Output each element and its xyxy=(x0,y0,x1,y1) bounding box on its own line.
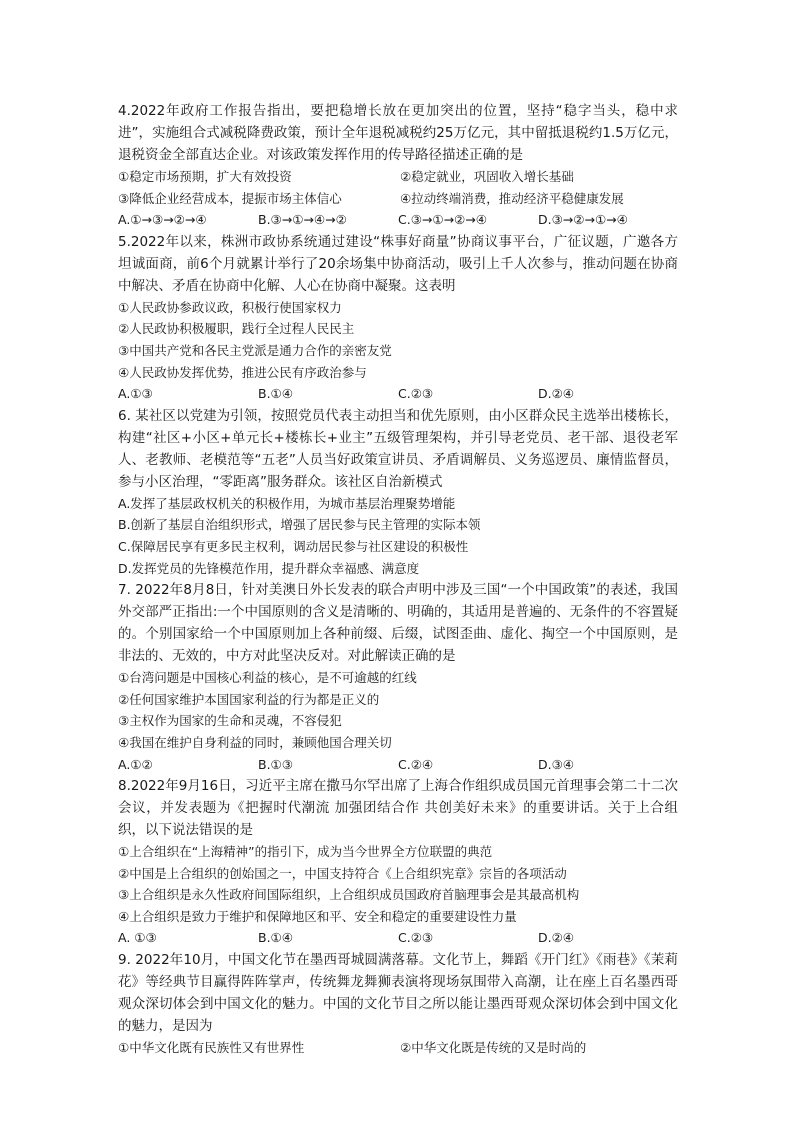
answer-choice-d[interactable]: D.发挥党员的先锋模范作用，提升群众幸福感、满意度 xyxy=(118,560,420,576)
statement-list xyxy=(118,166,678,209)
answer-choices xyxy=(118,209,678,231)
answer-choice-a[interactable]: A. ①③ xyxy=(118,930,157,946)
answer-choice-b[interactable]: B.创新了基层自治组织形式，增强了居民参与民主管理的实际本领 xyxy=(118,517,481,533)
statement-item: ②人民政协积极履职，践行全过程人民民主 xyxy=(118,321,355,337)
statement-item: ④人民政协发挥优势，推进公民有序政治参与 xyxy=(118,364,367,380)
answer-choice-b[interactable]: B.①④ xyxy=(258,930,293,946)
answer-choice-a[interactable]: A.①③ xyxy=(118,386,153,402)
statement-item: ③降低企业经营成本，提振市场主体信心 xyxy=(118,190,342,206)
question-stem: 9. 2022年10月，中国文化节在墨西哥城圆满落幕。文化节上，舞蹈《开门红》《雨巷》《茉莉花》等经典节目赢得阵阵掌声，传统舞龙舞狮表演将现场氛围带入高潮，让在座上百名墨西哥观众深切体会到中国文化的魅力。中国的文化节目之所以能让墨西哥观众深切体会到中国文化的魅力，是因为 xyxy=(118,952,678,1035)
answer-choice-c[interactable]: C.③→①→②→④ xyxy=(398,212,487,228)
statement-item: ①上合组织在“上海精神”的指引下，成为当今世界全方位联盟的典范 xyxy=(118,844,493,860)
statement-item: ③上合组织是永久性政府间国际组织，上合组织成员国政府首脑理事会是其最高机构 xyxy=(118,887,580,903)
answer-choice-a[interactable]: A.发挥了基层政权机关的积极作用，为城市基层治理聚势增能 xyxy=(118,495,456,511)
exam-page xyxy=(118,100,678,1059)
question-6 xyxy=(118,405,678,579)
answer-choice-c[interactable]: C.②④ xyxy=(398,756,434,772)
question-stem: 4.2022年政府工作报告指出，要把稳增长放在更加突出的位置，坚持“稳字当头，稳中求进”，实施组合式减税降费政策，预计全年退税减税约25万亿元，其中留抵退税约1.5万亿元，退税资金全部直达企业。对该政策发挥作用的传导路径描述正确的是 xyxy=(118,103,678,163)
statement-item: ①台湾问题是中国核心利益的核心，是不可逾越的红线 xyxy=(118,670,417,686)
statement-item: ④拉动终端消费，推动经济平稳健康发展 xyxy=(400,190,624,206)
statement-item: ②稳定就业，巩固收入增长基础 xyxy=(400,169,574,184)
question-stem: 8.2022年9月16日，习近平主席在撒马尔罕出席了上海合作组织成员国元首理事会第二十二次会议，并发表题为《把握时代潮流 加强团结合作 共创美好未来》的重要讲话。关于上合组织，以下说法错误的是 xyxy=(118,778,678,839)
answer-choice-d[interactable]: D.③④ xyxy=(538,756,575,772)
answer-choice-b[interactable]: B.①④ xyxy=(258,386,293,402)
answer-choice-d[interactable]: D.②④ xyxy=(538,386,575,402)
answer-choice-c[interactable]: C.保障居民享有更多民主权利，调动居民参与社区建设的积极性 xyxy=(118,538,469,554)
statement-item: ④我国在维护自身利益的同时，兼顾他国合理关切 xyxy=(118,734,392,750)
answer-choice-b[interactable]: B.③→①→④→② xyxy=(258,212,347,228)
answer-choice-b[interactable]: B.①③ xyxy=(258,756,293,772)
statement-list xyxy=(118,1037,678,1059)
statement-item: ②中国是上合组织的创始国之一，中国支持符合《上合组织宪章》宗旨的各项活动 xyxy=(118,865,567,881)
question-stem: 7. 2022年8月8日，针对美澳日外长发表的联合声明中涉及三国“一个中国政策”的表述，我国外交部严正指出:一个中国原则的含义是清晰的、明确的，其适用是普遍的、无条件的不容置疑的。个别国家给一个中国原则加上各种前缀、后缀，试图歪曲、虚化、掏空一个中国原则，是非法的、无效的，中方对此坚决反对。对此解读正确的是 xyxy=(118,582,678,665)
question-4 xyxy=(118,100,678,231)
statement-item: ②任何国家维护本国国家利益的行为都是正义的 xyxy=(118,691,380,707)
question-9 xyxy=(118,949,678,1059)
statement-item: ①人民政协参政议政，积极行使国家权力 xyxy=(118,299,342,315)
answer-choice-a[interactable]: A.①② xyxy=(118,756,153,772)
question-7 xyxy=(118,579,678,775)
answer-choices xyxy=(118,754,678,776)
answer-choice-a[interactable]: A.①→③→②→④ xyxy=(118,212,207,228)
answer-choice-c[interactable]: C.②③ xyxy=(398,386,434,402)
statement-item: ①中华文化既有民族性又有世界性 xyxy=(118,1040,305,1056)
answer-choices xyxy=(118,383,678,405)
statement-item: ③主权作为国家的生命和灵魂，不容侵犯 xyxy=(118,713,342,729)
question-5 xyxy=(118,231,678,405)
statement-item: ④上合组织是致力于维护和保障地区和平、安全和稳定的重要建设性力量 xyxy=(118,908,517,924)
statement-item: ②中华文化既是传统的又是时尚的 xyxy=(400,1040,587,1056)
question-stem: 6. 某社区以党建为引领，按照党员代表主动担当和优先原则，由小区群众民主选举出楼栋长，构建“社区+小区+单元长+楼栋长+业主”五级管理架构，并引导老党员、老干部、退役老军人、老教师、老模范等“五老”人员当好政策宣讲员、矛盾调解员、义务巡逻员、廉情监督员，参与小区治理，“零距离”服务群众。该社区自治新模式 xyxy=(118,407,678,490)
question-stem: 5.2022年以来，株洲市政协系统通过建设“株事好商量”协商议事平台，广征议题，广邀各方坦诚面商，前6个月就累计举行了20余场集中协商活动，吸引上千人次参与，推动问题在协商中解决、矛盾在协商中化解、人心在协商中凝聚。这表明 xyxy=(118,233,678,294)
question-8 xyxy=(118,775,678,949)
statement-item: ①稳定市场预期，扩大有效投资 xyxy=(118,169,292,184)
statement-item: ③中国共产党和各民主党派是通力合作的亲密友党 xyxy=(118,342,392,358)
answer-choices xyxy=(118,927,678,949)
answer-choice-c[interactable]: C.②③ xyxy=(398,930,434,946)
answer-choice-d[interactable]: D.②④ xyxy=(538,930,575,946)
answer-choice-d[interactable]: D.③→②→①→④ xyxy=(538,212,628,228)
